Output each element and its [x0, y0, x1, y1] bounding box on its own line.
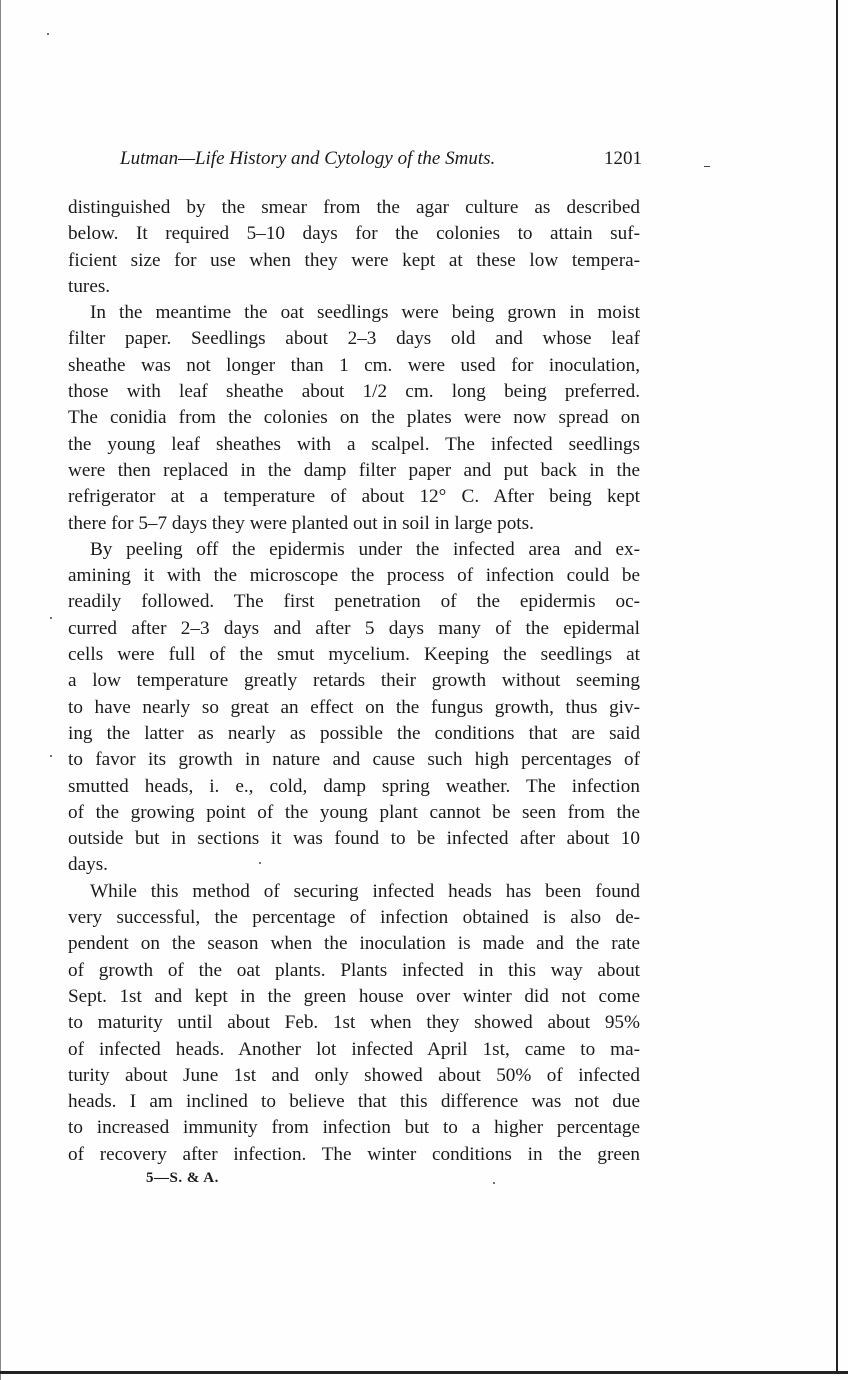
text-line: The conidia from the colonies on the plates were now spread on — [68, 407, 640, 429]
page-edge-right — [836, 0, 838, 1372]
text-line: distinguished by the smear from the agar culture as described — [68, 197, 640, 218]
paragraph — [68, 300, 640, 537]
page-number: 1201 — [604, 148, 642, 169]
text-line: filter paper. Seedlings about 2–3 days old and whose leaf — [68, 328, 640, 350]
text-line: those with leaf sheathe about 1/2 cm. long being preferred. — [68, 381, 640, 403]
paragraph — [68, 195, 640, 300]
speck — [50, 617, 52, 619]
text-line: of recovery after infection. The winter conditions in the green — [68, 1143, 640, 1165]
text-line: ficient size for use when they were kept at these low tempera- — [68, 249, 640, 271]
printer-signature-mark: 5—S. & A. — [146, 1170, 219, 1186]
page-edge-bottom — [0, 1371, 848, 1374]
text-line: below. It required 5–10 days for the colonies to attain suf- — [68, 223, 640, 245]
text-line: By peeling off the epidermis under the infected area and ex- — [90, 538, 640, 560]
text-line: of growth of the oat plants. Plants infected in this way about — [68, 959, 640, 981]
text-line: days. — [68, 854, 108, 876]
paragraph — [68, 537, 640, 879]
text-line: there for 5–7 days they were planted out in soil in large pots. — [68, 512, 534, 534]
text-line: tures. — [68, 275, 111, 297]
text-line: ing the latter as nearly as possible the conditions that are said — [68, 722, 640, 744]
speck — [493, 1182, 495, 1184]
text-line: were then replaced in the damp filter paper and put back in the — [68, 459, 640, 481]
text-line: sheathe was not longer than 1 cm. were used for inoculation, — [68, 354, 640, 376]
text-line: the young leaf sheathes with a scalpel. The infected seedlings — [68, 433, 640, 455]
text-line: cells were full of the smut mycelium. Keeping the seedlings at — [68, 644, 640, 666]
running-header — [120, 145, 642, 173]
text-line: to have nearly so great an effect on the fungus growth, thus giv- — [68, 696, 640, 718]
text-line: smutted heads, i. e., cold, damp spring weather. The infection — [68, 775, 640, 797]
speck — [47, 33, 49, 35]
text-line: to favor its growth in nature and cause such high percentages of — [68, 749, 640, 771]
text-line: to maturity until about Feb. 1st when they showed about 95% — [68, 1012, 640, 1034]
text-line: to increased immunity from infection but to a higher percentage — [68, 1117, 640, 1139]
text-line: pendent on the season when the inoculation is made and the rate — [68, 933, 640, 955]
text-line: amining it with the microscope the process of infection could be — [68, 565, 640, 587]
running-title: Lutman—Life History and Cytology of the Smuts. — [120, 148, 496, 169]
text-line: heads. I am inclined to believe that this difference was not due — [68, 1091, 640, 1113]
paragraph — [68, 879, 640, 1168]
text-line: very successful, the percentage of infection obtained is also de- — [68, 907, 640, 929]
page-edge-left — [0, 0, 1, 1380]
body-text — [68, 195, 640, 1168]
speck — [50, 755, 52, 757]
text-line: of the growing point of the young plant cannot be seen from the — [68, 801, 640, 823]
text-line: In the meantime the oat seedlings were being grown in moist — [90, 302, 640, 324]
text-line: Sept. 1st and kept in the green house over winter did not come — [68, 985, 640, 1007]
text-line: refrigerator at a temperature of about 12° C. After being kept — [68, 486, 640, 508]
margin-mark — [704, 166, 710, 167]
text-line: a low temperature greatly retards their growth without seeming — [68, 670, 640, 692]
text-line: readily followed. The first penetration of the epidermis oc- — [68, 591, 640, 613]
text-line: of infected heads. Another lot infected April 1st, came to ma- — [68, 1038, 640, 1060]
text-line: While this method of securing infected heads has been found — [90, 880, 640, 902]
text-line: curred after 2–3 days and after 5 days many of the epidermal — [68, 617, 640, 639]
text-line: outside but in sections it was found to be infected after about 10 — [68, 828, 640, 850]
text-line: turity about June 1st and only showed about 50% of infected — [68, 1064, 640, 1086]
